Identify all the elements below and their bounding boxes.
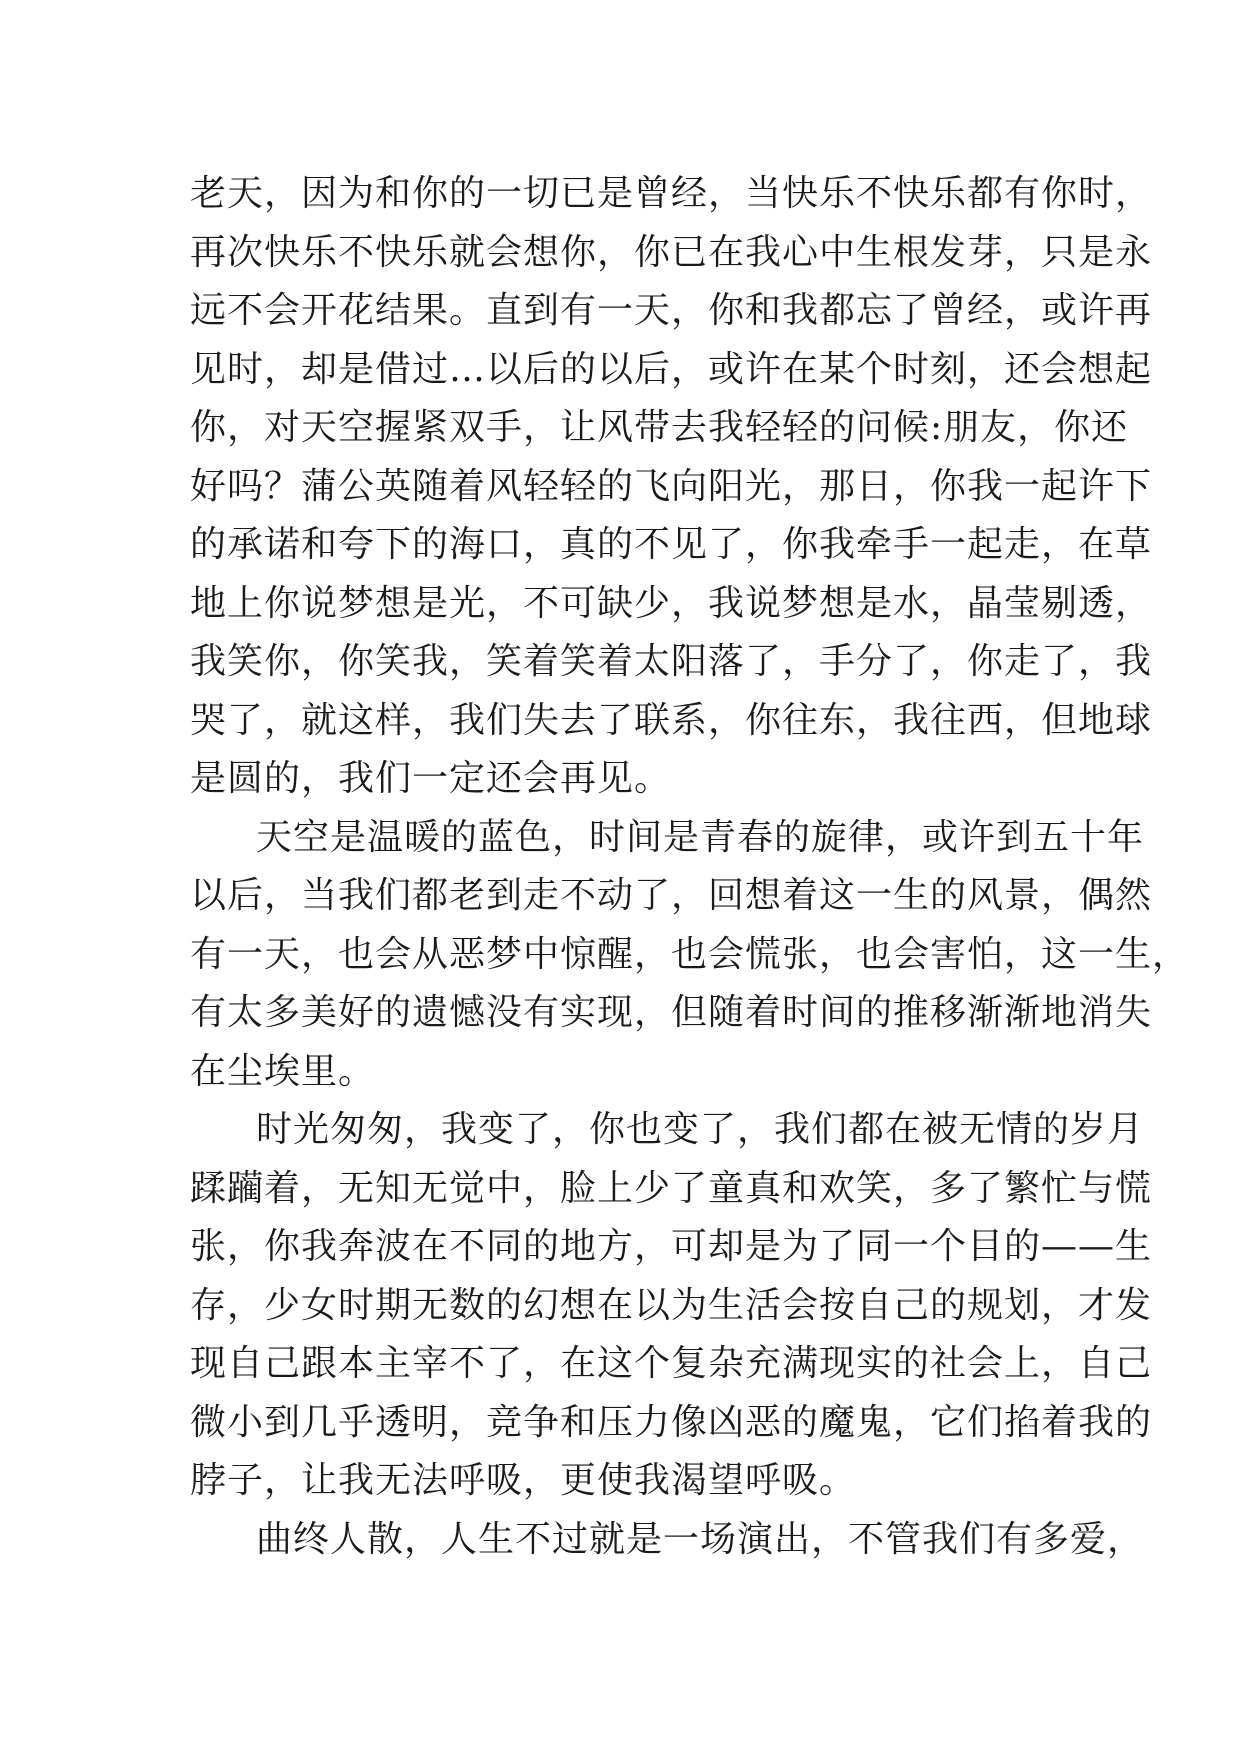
text-line: 我笑你，你笑我，笑着笑着太阳落了，手分了，你走了，我 (190, 641, 1153, 682)
text-line: 存，少女时期无数的幻想在以为生活会按自己的规划，才发 (190, 1284, 1153, 1326)
text-line: 以后，当我们都老到走不动了，回想着这一生的风景，偶然 (190, 875, 1153, 916)
text-line: 是圆的，我们一定还会再见。 (190, 758, 672, 799)
text-line: 好吗？蒲公英随着风轻轻的飞向阳光，那日，你我一起许下 (190, 465, 1153, 507)
body-text (190, 165, 1190, 1569)
text-line: 微小到几乎透明，竞争和压力像凶恶的魔鬼，它们掐着我的 (190, 1401, 1153, 1443)
text-line: 地上你说梦想是光，不可缺少，我说梦想是水，晶莹剔透， (190, 582, 1153, 624)
paragraph-start-line: 时光匆匆，我变了，你也变了，我们都在被无情的岁月 (256, 1109, 1145, 1150)
text-line: 有一天，也会从恶梦中惊醒，也会慌张，也会害怕，这一生， (190, 933, 1190, 975)
text-line: 老天，因为和你的一切已是曾经，当快乐不快乐都有你时， (190, 173, 1153, 214)
text-line: 有太多美好的遗憾没有实现，但随着时间的推移渐渐地消失 (190, 992, 1153, 1033)
text-line: 蹂躏着，无知无觉中，脸上少了童真和欢笑，多了繁忙与慌 (190, 1167, 1153, 1209)
text-line: 见时，却是借过…以后的以后，或许在某个时刻，还会想起 (190, 348, 1153, 390)
text-line: 的承诺和夸下的海口，真的不见了，你我牵手一起走，在草 (190, 524, 1153, 565)
text-line: 在尘埃里。 (190, 1050, 376, 1092)
paragraph-start-line: 天空是温暖的蓝色，时间是青春的旋律，或许到五十年 (256, 816, 1145, 858)
text-line: 远不会开花结果。直到有一天，你和我都忘了曾经，或许再 (190, 290, 1153, 331)
text-line: 张，你我奔波在不同的地方，可却是为了同一个目的——生 (190, 1226, 1153, 1267)
text-line: 脖子，让我无法呼吸，更使我渴望呼吸。 (190, 1460, 857, 1501)
text-line: 哭了，就这样，我们失去了联系，你往东，我往西，但地球 (190, 699, 1153, 741)
text-line: 你，对天空握紧双手，让风带去我轻轻的问候:朋友，你还 (190, 407, 1129, 448)
text-line: 再次快乐不快乐就会想你，你已在我心中生根发芽，只是永 (190, 231, 1153, 273)
paragraph-start-line: 曲终人散，人生不过就是一场演出，不管我们有多爱， (256, 1518, 1145, 1560)
text-line: 现自己跟本主宰不了，在这个复杂充满现实的社会上，自己 (190, 1343, 1153, 1384)
